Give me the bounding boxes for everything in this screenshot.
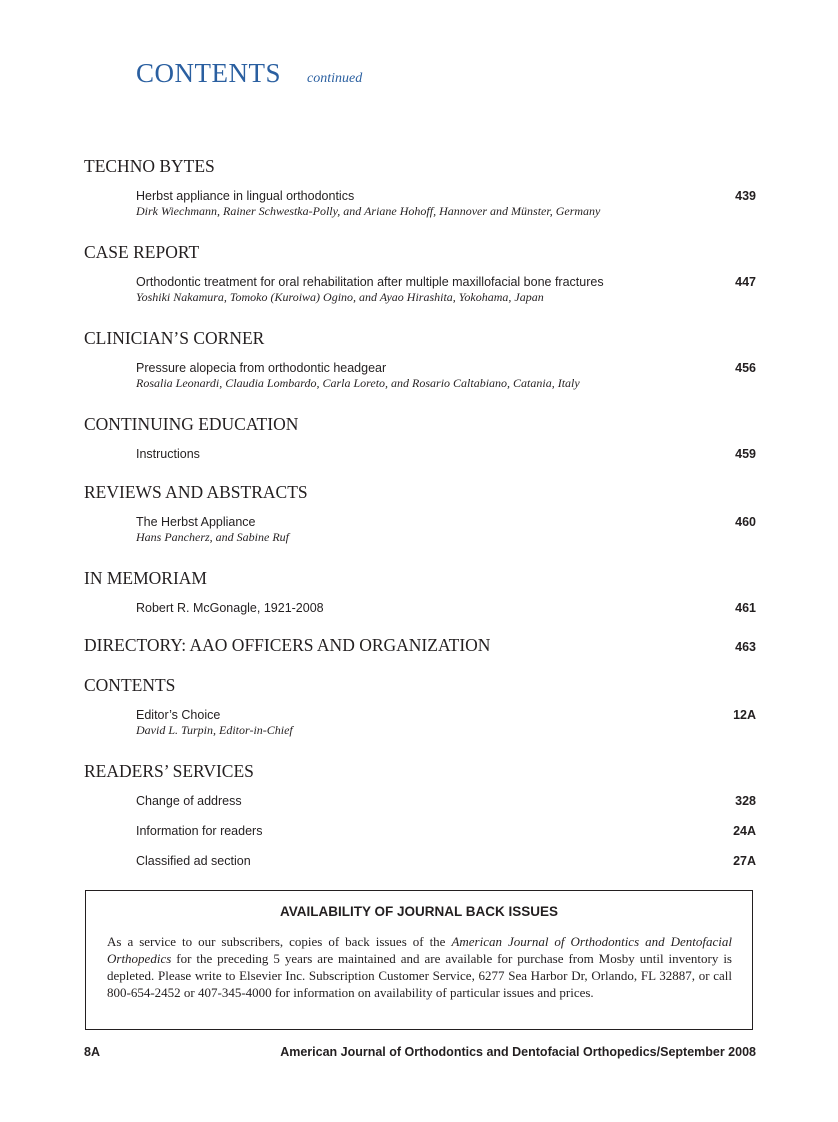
toc-entry[interactable]: [136, 188, 756, 219]
toc-entry[interactable]: [136, 514, 756, 545]
section-title: DIRECTORY: AAO OFFICERS AND ORGANIZATION: [84, 635, 491, 655]
toc-entry[interactable]: [136, 707, 756, 738]
section-contents: [84, 674, 756, 738]
section-title: REVIEWS AND ABSTRACTS: [84, 482, 308, 502]
section-title: CONTINUING EDUCATION: [84, 414, 299, 434]
contents-header: [136, 58, 362, 89]
toc-entry[interactable]: [136, 823, 756, 839]
section-case-report: [84, 241, 756, 305]
entry-title: Herbst appliance in lingual orthodontics: [136, 189, 355, 203]
section-title: CONTENTS: [84, 675, 176, 695]
entry-title: Robert R. McGonagle, 1921-2008: [136, 601, 324, 615]
section-title: READERS’ SERVICES: [84, 761, 254, 781]
entry-page-number: 24A: [733, 824, 756, 838]
back-issues-notice: [85, 890, 753, 1030]
entry-page-number: 461: [735, 601, 756, 615]
entry-title: Change of address: [136, 794, 242, 808]
notice-title: AVAILABILITY OF JOURNAL BACK ISSUES: [279, 904, 559, 919]
section-techno-bytes: [84, 155, 756, 219]
entry-title: Information for readers: [136, 824, 263, 838]
section-title: CLINICIAN’S CORNER: [84, 328, 265, 348]
notice-text-part-2: for the preceding 5 years are maintained and are available for purchase from Mosby until inventory is depleted. Please write to Elsevier Inc. Subscription Customer Service, 6277 Sea Harbor Dr, Orlando, FL 32887, or call 800-654-2452 or 407-345-4000 for information on availability of particular issues and prices.: [107, 951, 732, 1000]
entry-authors: Yoshiki Nakamura, Tomoko (Kuroiwa) Ogino, and Ayao Hirashita, Yokohama, Japan: [136, 290, 544, 304]
entry-page-number: 460: [735, 515, 756, 529]
entry-page-number: 27A: [733, 854, 756, 868]
toc-entry[interactable]: [136, 853, 756, 869]
entry-page-number: 456: [735, 361, 756, 375]
entry-title: Editor’s Choice: [136, 708, 221, 722]
section-clinicians-corner: [84, 327, 756, 391]
entry-title: The Herbst Appliance: [136, 515, 256, 529]
entry-authors: Dirk Wiechmann, Rainer Schwestka-Polly, and Ariane Hohoff, Hannover and Münster, Germany: [136, 204, 601, 218]
entry-title: Instructions: [136, 447, 200, 461]
entry-page-number: 328: [735, 794, 756, 808]
entry-page-number: 439: [735, 189, 756, 203]
entry-title: Orthodontic treatment for oral rehabilitation after multiple maxillofacial bone fractures: [136, 275, 604, 289]
section-reviews-and-abstracts: [84, 481, 756, 545]
toc-entry[interactable]: [136, 446, 756, 462]
entry-page-number: 12A: [733, 708, 756, 722]
footer-journal-info: American Journal of Orthodontics and Dentofacial Orthopedics/September 2008: [280, 1045, 756, 1059]
entry-page-number: 447: [735, 275, 756, 289]
section-title: TECHNO BYTES: [84, 156, 215, 176]
toc-entry[interactable]: [136, 600, 756, 616]
section-title: CASE REPORT: [84, 242, 200, 262]
toc-entry[interactable]: [136, 274, 756, 305]
notice-journal-name: American Journal of Orthodontics and Dentofacial Orthopedics: [107, 934, 732, 966]
section-continuing-education: [84, 413, 756, 462]
entry-authors: Hans Pancherz, and Sabine Ruf: [136, 530, 289, 544]
entry-title: Classified ad section: [136, 854, 251, 868]
entry-authors: Rosalia Leonardi, Claudia Lombardo, Carla Loreto, and Rosario Caltabiano, Catania, Italy: [136, 376, 580, 390]
section-in-memoriam: [84, 567, 756, 616]
toc-entry[interactable]: [136, 793, 756, 809]
notice-body: [107, 933, 732, 1001]
toc-entry[interactable]: [136, 360, 756, 391]
entry-authors: David L. Turpin, Editor-in-Chief: [136, 723, 293, 737]
page-footer: [84, 1045, 756, 1061]
footer-page-number: 8A: [84, 1045, 100, 1059]
entry-title: Pressure alopecia from orthodontic headgear: [136, 361, 387, 375]
entry-page-number: 463: [735, 640, 756, 654]
page-title: CONTENTS: [136, 58, 281, 88]
page-subtitle: continued: [307, 71, 363, 86]
section-title: IN MEMORIAM: [84, 568, 207, 588]
notice-text-part-1: As a service to our subscribers, copies of back issues of the: [107, 934, 452, 949]
entry-page-number: 459: [735, 447, 756, 461]
section-directory[interactable]: [84, 634, 756, 662]
section-readers-services: [84, 760, 756, 869]
